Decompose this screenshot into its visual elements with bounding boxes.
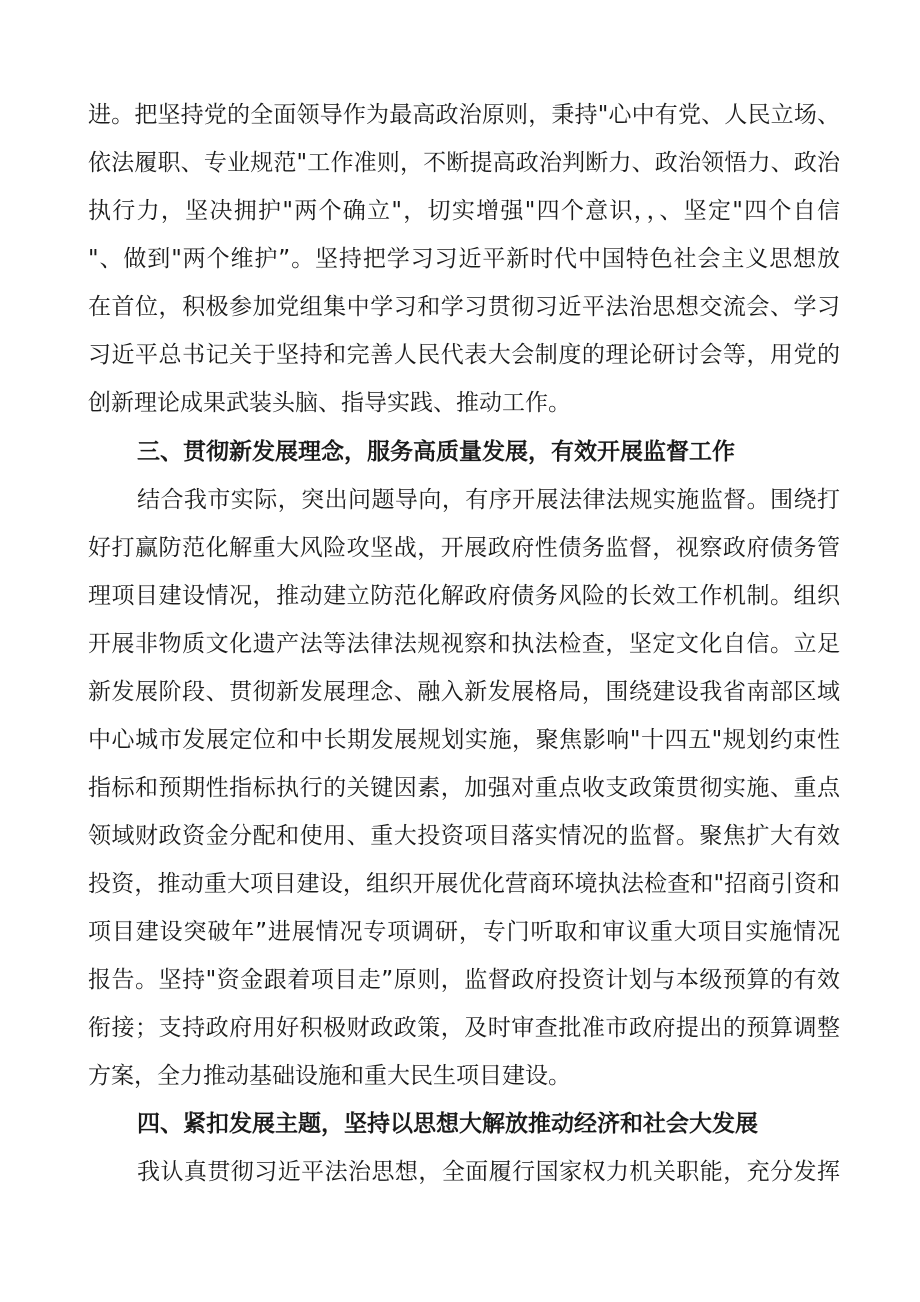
- paragraph-line: 中心城市发展定位和中长期发展规划实施，聚焦影响"十四五"规划约束性: [88, 727, 840, 753]
- paragraph-line: 进。把坚持党的全面领导作为最高政治原则，秉持"心中有党、人民立场、: [88, 102, 840, 128]
- paragraph-line: 方案，全力推动基础设施和重大民生项目建设。: [88, 1063, 571, 1089]
- paragraph-line: 依法履职、专业规范"工作准则，不断提高政治判断力、政治领悟力、政治: [88, 150, 840, 176]
- paragraph-line: 开展非物质文化遗产法等法律法规视察和执法检查，坚定文化自信。立足: [88, 631, 840, 657]
- paragraph-line: 创新理论成果武装头脑、指导实践、推动工作。: [88, 390, 571, 416]
- section-heading-4: 四、紧扣发展主题，坚持以思想大解放推动经济和社会大发展: [137, 1111, 758, 1137]
- paragraph-line: 项目建设突破年”进展情况专项调研，专门听取和审议重大项目实施情况: [88, 919, 840, 945]
- paragraph-line: 习近平总书记关于坚持和完善人民代表大会制度的理论研讨会等，用党的: [88, 342, 840, 368]
- paragraph-line: 新发展阶段、贯彻新发展理念、融入新发展格局，围绕建设我省南部区域: [88, 679, 840, 705]
- paragraph-line: 好打赢防范化解重大风险攻坚战，开展政府性债务监督，视察政府债务管: [88, 535, 840, 561]
- paragraph-line: 结合我市实际，突出问题导向，有序开展法律法规实施监督。围绕打: [137, 487, 840, 513]
- paragraph-line: 投资，推动重大项目建设，组织开展优化营商环境执法检查和"招商引资和: [88, 871, 840, 897]
- paragraph-line: 理项目建设情况，推动建立防范化解政府债务风险的长效工作机制。组织: [88, 583, 840, 609]
- paragraph-line: 指标和预期性指标执行的关键因素，加强对重点收支政策贯彻实施、重点: [88, 775, 840, 801]
- paragraph-line: 领域财政资金分配和使用、重大投资项目落实情况的监督。聚焦扩大有效: [88, 823, 840, 849]
- paragraph-line: "、做到"两个维护”。坚持把学习习近平新时代中国特色社会主义思想放: [88, 246, 840, 272]
- paragraph-line: 执行力，坚决拥护"两个确立"，切实增强"四个意识，，、坚定"四个自信: [88, 198, 840, 224]
- paragraph-line: 我认真贯彻习近平法治思想，全面履行国家权力机关职能，充分发挥: [137, 1159, 840, 1185]
- paragraph-line: 报告。坚持"资金跟着项目走”原则，监督政府投资计划与本级预算的有效: [88, 967, 840, 993]
- section-heading-3: 三、贯彻新发展理念，服务高质量发展，有效开展监督工作: [137, 439, 735, 465]
- paragraph-line: 衔接；支持政府用好积极财政政策，及时审查批准市政府提出的预算调整: [88, 1015, 840, 1041]
- paragraph-line: 在首位，积极参加党组集中学习和学习贯彻习近平法治思想交流会、学习: [88, 294, 840, 320]
